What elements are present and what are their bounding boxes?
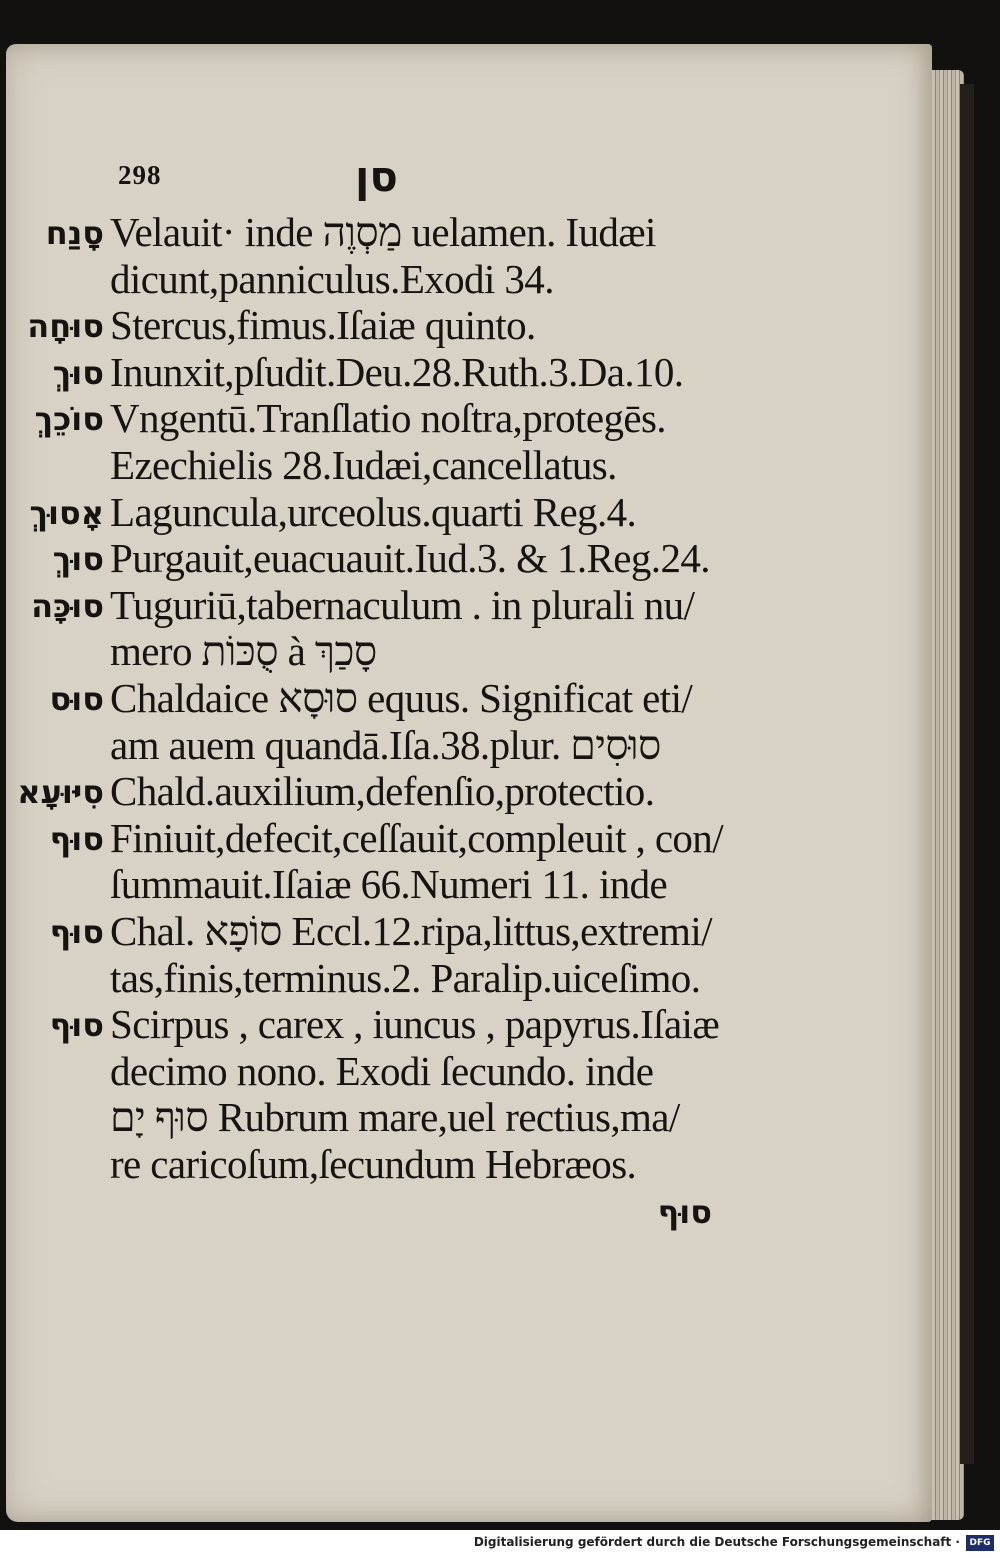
entry-continuation: tas,finis,terminus.2. Paralip.uiceſimo. xyxy=(110,954,701,1001)
entry-lemma: סוֹכֵךְ xyxy=(34,400,104,439)
entry-definition: Tuguriū,tabernaculum . in plurali nu/ xyxy=(110,581,695,628)
entry-definition: Finiuit,defecit,ceſſauit,compleuit , con/ xyxy=(110,814,724,861)
entry-continuation: am auem quandā.Iſa.38.plur. סוּסִים xyxy=(110,721,661,768)
entry-lemma: סוּךְ xyxy=(52,540,104,579)
entry-lemma: סוּחָה xyxy=(27,307,104,346)
entry-continuation: re caricoſum,ſecundum Hebræos. xyxy=(110,1141,637,1187)
entry-definition: Velauit· inde מַסְוֶה uelamen. Iudæi xyxy=(110,209,656,255)
entry-lemma: סוּף xyxy=(49,1006,104,1045)
entry-lemma: סוּף xyxy=(49,913,104,951)
entry-lemma: סָנַח xyxy=(45,214,104,252)
book-spine-shadow xyxy=(960,84,974,1464)
entry-continuation: dicunt,panniculus.Exodi 34. xyxy=(110,255,554,302)
dfg-logo: DFG xyxy=(966,1535,994,1551)
catchword: סוּף xyxy=(657,1192,712,1231)
entry-definition: Inunxit,pſudit.Deu.28.Ruth.3.Da.10. xyxy=(110,348,684,395)
entry-continuation: סוּף יָם Rubrum mare,uel rectius,ma/ xyxy=(110,1094,680,1141)
entry-definition: Vngentū.Tranſlatio noſtra,protegēs. xyxy=(110,395,666,442)
footer-bar xyxy=(0,1530,1000,1558)
entry-definition: Stercus,fimus.Iſaiæ quinto. xyxy=(110,302,536,349)
folio-number: 298 xyxy=(118,160,162,190)
entry-lemma: אָסוּךְ xyxy=(29,493,104,532)
entry-lemma: סִיּוּעָא xyxy=(17,773,104,812)
entry-definition: Chaldaice סוּסָא equus. Significat eti/ xyxy=(110,675,693,721)
entry-definition: Chal. סוֹפָא Eccl.12.ripa,littus,extremi/ xyxy=(110,908,712,954)
entry-lemma: סוּס xyxy=(49,680,104,718)
entry-continuation: decimo nono. Exodi ſecundo. inde xyxy=(110,1047,654,1094)
entry-lemma: סוּךְ xyxy=(52,353,104,392)
page-edges xyxy=(928,70,964,1520)
entry-definition: Chald.auxilium,defenſio,protectio. xyxy=(110,768,655,815)
entry-continuation: mero סֻכּוֹת à סָכַךְ xyxy=(110,628,377,675)
entry-continuation: ſummauit.Iſaiæ 66.Numeri 11. inde xyxy=(110,861,668,908)
running-head: סן xyxy=(355,152,398,201)
entry-lemma: סוּף xyxy=(49,819,104,858)
entry-continuation: Ezechielis 28.Iudæi,cancellatus. xyxy=(110,442,617,488)
entry-definition: Purgauit,euacuauit.Iud.3. & 1.Reg.24. xyxy=(110,535,710,582)
funding-notice: Digitalisierung gefördert durch die Deutsche Forschungsgemeinschaft · xyxy=(473,1535,960,1549)
entry-definition: Scirpus , carex , iuncus , papyrus.Iſaiæ xyxy=(110,1001,720,1048)
entry-lemma: סוּכָּה xyxy=(31,586,104,625)
entry-definition: Laguncula,urceolus.quarti Reg.4. xyxy=(110,488,637,535)
